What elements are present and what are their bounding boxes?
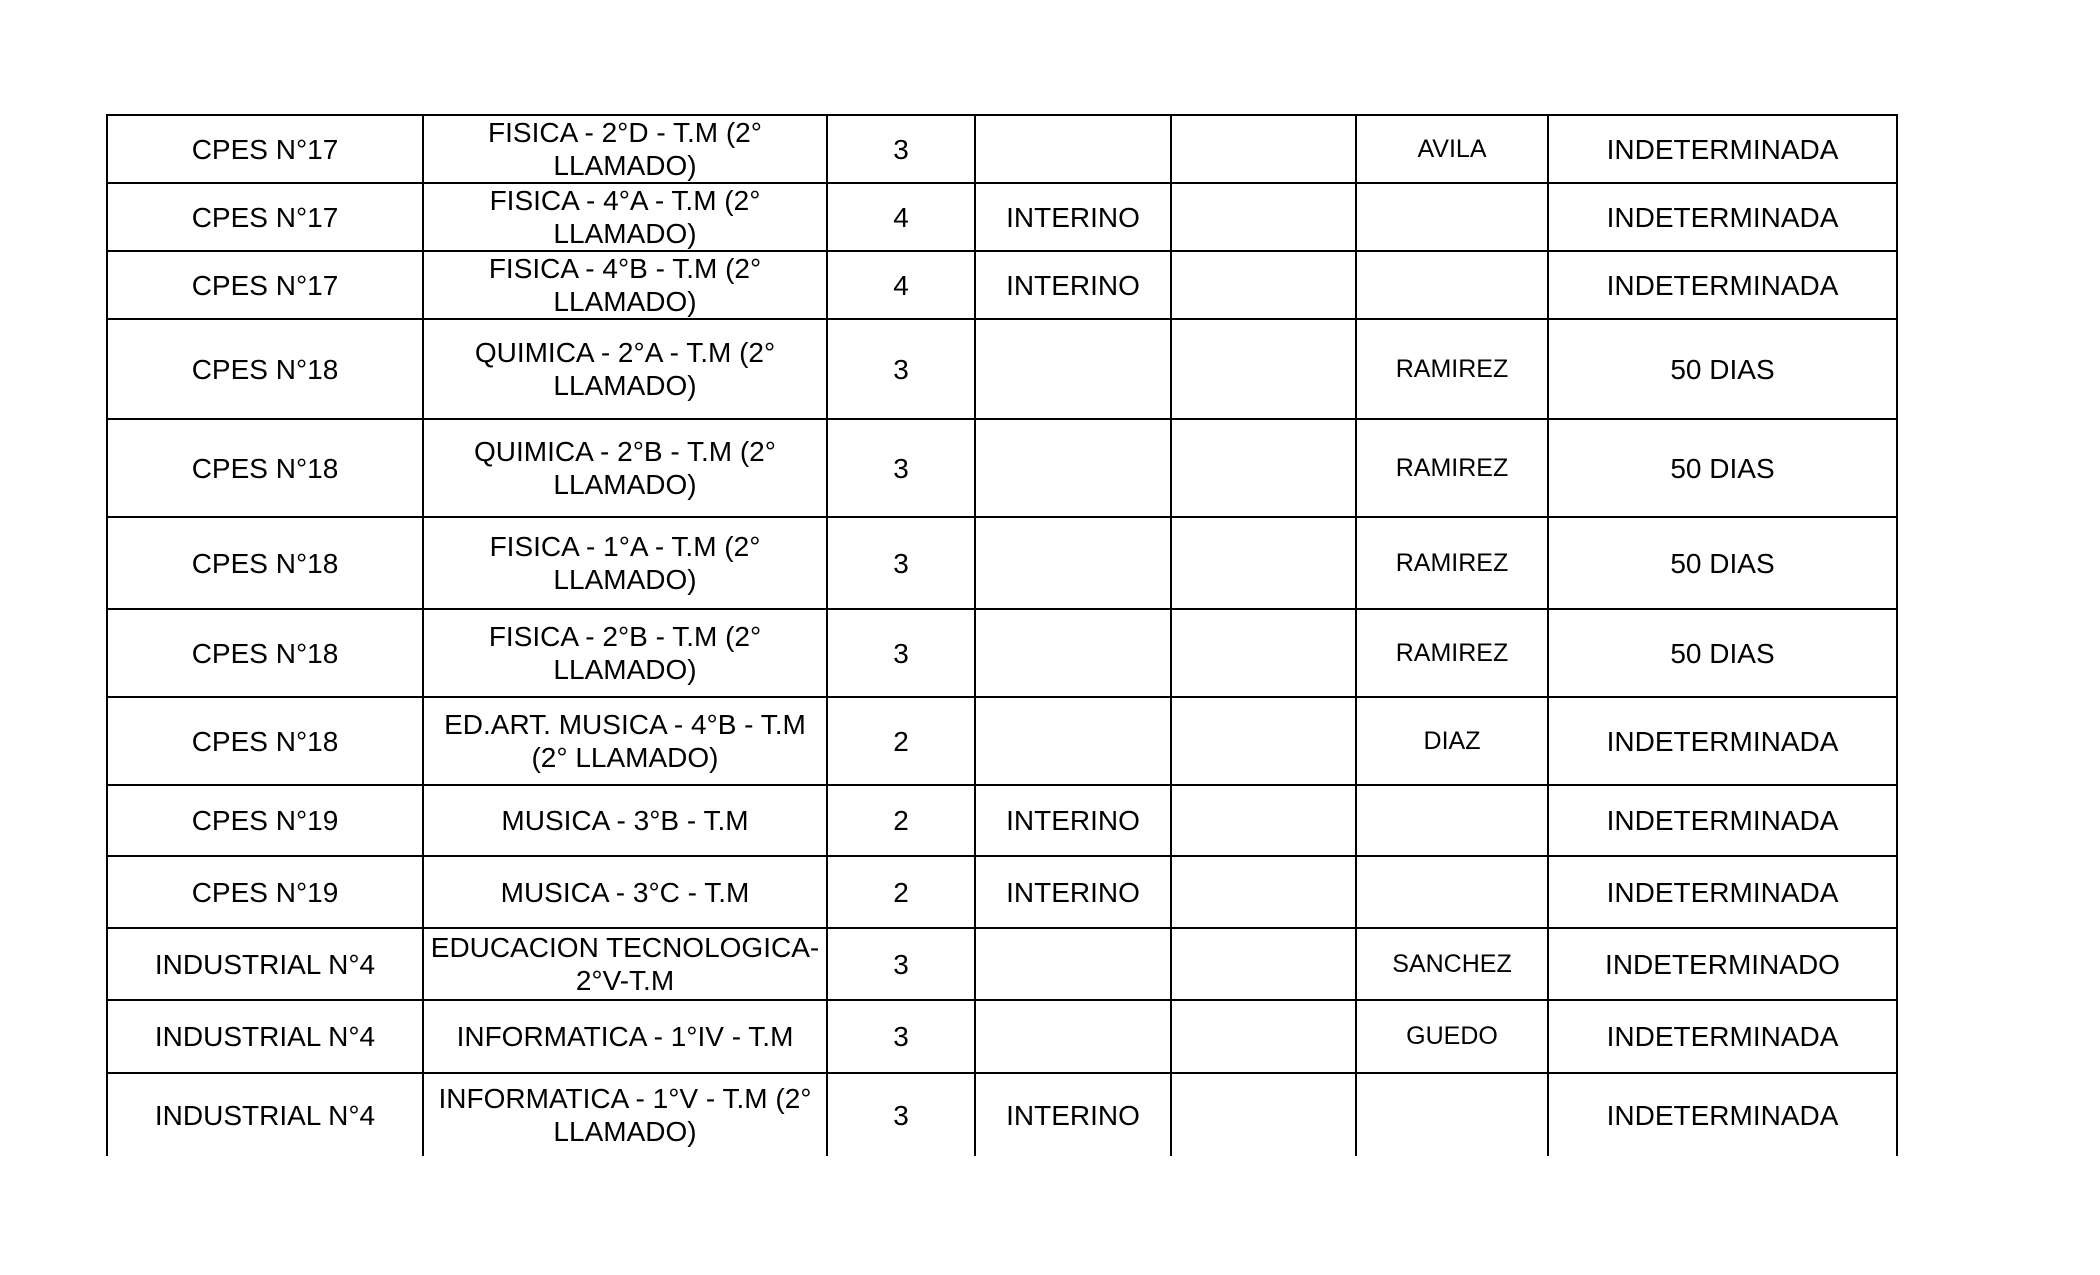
extra-cell — [1171, 609, 1356, 697]
table-row — [107, 1000, 1897, 1073]
status-cell — [975, 419, 1171, 517]
teacher-name-cell: RAMIREZ — [1356, 609, 1548, 697]
school-cell: CPES N°17 — [107, 115, 423, 183]
teacher-name-cell — [1356, 1073, 1548, 1156]
extra-cell — [1171, 856, 1356, 928]
subject-cell: FISICA - 4°B - T.M (2° LLAMADO) — [423, 251, 827, 319]
hours-cell: 3 — [827, 115, 975, 183]
teacher-name-cell: DIAZ — [1356, 697, 1548, 785]
hours-cell: 3 — [827, 517, 975, 609]
duration-cell: INDETERMINADA — [1548, 856, 1897, 928]
subject-cell: FISICA - 4°A - T.M (2° LLAMADO) — [423, 183, 827, 251]
school-cell: CPES N°18 — [107, 419, 423, 517]
table-row — [107, 856, 1897, 928]
status-cell — [975, 517, 1171, 609]
table-row — [107, 697, 1897, 785]
subject-cell: FISICA - 2°B - T.M (2° LLAMADO) — [423, 609, 827, 697]
status-cell — [975, 697, 1171, 785]
hours-cell: 3 — [827, 609, 975, 697]
teacher-name-cell — [1356, 251, 1548, 319]
hours-cell: 2 — [827, 856, 975, 928]
status-cell: INTERINO — [975, 785, 1171, 856]
status-cell — [975, 609, 1171, 697]
status-cell — [975, 319, 1171, 419]
duration-cell: 50 DIAS — [1548, 609, 1897, 697]
school-cell: INDUSTRIAL N°4 — [107, 1000, 423, 1073]
subject-cell: EDUCACION TECNOLOGICA- 2°V-T.M — [423, 928, 827, 1000]
school-cell: CPES N°18 — [107, 319, 423, 419]
table-row — [107, 183, 1897, 251]
subject-cell: INFORMATICA - 1°IV - T.M — [423, 1000, 827, 1073]
table-row — [107, 115, 1897, 183]
extra-cell — [1171, 1000, 1356, 1073]
duration-cell: INDETERMINADA — [1548, 1073, 1897, 1156]
school-cell: CPES N°19 — [107, 856, 423, 928]
table-row — [107, 785, 1897, 856]
status-cell — [975, 1000, 1171, 1073]
status-cell: INTERINO — [975, 251, 1171, 319]
table-row — [107, 609, 1897, 697]
teacher-name-cell: SANCHEZ — [1356, 928, 1548, 1000]
school-cell: CPES N°18 — [107, 697, 423, 785]
hours-cell: 3 — [827, 1000, 975, 1073]
school-cell: CPES N°19 — [107, 785, 423, 856]
table-row — [107, 928, 1897, 1000]
hours-cell: 2 — [827, 697, 975, 785]
subject-cell: QUIMICA - 2°B - T.M (2° LLAMADO) — [423, 419, 827, 517]
hours-cell: 4 — [827, 183, 975, 251]
duration-cell: INDETERMINADA — [1548, 785, 1897, 856]
subject-cell: ED.ART. MUSICA - 4°B - T.M (2° LLAMADO) — [423, 697, 827, 785]
subject-cell: QUIMICA - 2°A - T.M (2° LLAMADO) — [423, 319, 827, 419]
teacher-name-cell — [1356, 183, 1548, 251]
subject-cell: MUSICA - 3°B - T.M — [423, 785, 827, 856]
status-cell: INTERINO — [975, 183, 1171, 251]
subject-cell: INFORMATICA - 1°V - T.M (2° LLAMADO) — [423, 1073, 827, 1156]
duration-cell: INDETERMINADA — [1548, 697, 1897, 785]
teacher-name-cell: RAMIREZ — [1356, 319, 1548, 419]
extra-cell — [1171, 517, 1356, 609]
hours-cell: 3 — [827, 319, 975, 419]
school-cell: CPES N°18 — [107, 609, 423, 697]
extra-cell — [1171, 419, 1356, 517]
status-cell: INTERINO — [975, 856, 1171, 928]
teacher-name-cell — [1356, 856, 1548, 928]
table-row — [107, 419, 1897, 517]
extra-cell — [1171, 319, 1356, 419]
extra-cell — [1171, 115, 1356, 183]
school-cell: CPES N°17 — [107, 251, 423, 319]
hours-cell: 3 — [827, 419, 975, 517]
teacher-name-cell: AVILA — [1356, 115, 1548, 183]
table-row — [107, 1073, 1897, 1156]
subject-cell: MUSICA - 3°C - T.M — [423, 856, 827, 928]
duration-cell: INDETERMINADO — [1548, 928, 1897, 1000]
school-cell: INDUSTRIAL N°4 — [107, 928, 423, 1000]
status-cell: INTERINO — [975, 1073, 1171, 1156]
hours-cell: 3 — [827, 928, 975, 1000]
subject-cell: FISICA - 2°D - T.M (2° LLAMADO) — [423, 115, 827, 183]
teacher-name-cell: GUEDO — [1356, 1000, 1548, 1073]
duration-cell: 50 DIAS — [1548, 319, 1897, 419]
school-cell: CPES N°18 — [107, 517, 423, 609]
duration-cell: 50 DIAS — [1548, 517, 1897, 609]
teacher-name-cell — [1356, 785, 1548, 856]
extra-cell — [1171, 785, 1356, 856]
vacancies-table — [106, 114, 1898, 1156]
extra-cell — [1171, 251, 1356, 319]
table-row — [107, 251, 1897, 319]
duration-cell: 50 DIAS — [1548, 419, 1897, 517]
hours-cell: 4 — [827, 251, 975, 319]
teacher-name-cell: RAMIREZ — [1356, 419, 1548, 517]
table-row — [107, 319, 1897, 419]
extra-cell — [1171, 1073, 1356, 1156]
hours-cell: 2 — [827, 785, 975, 856]
subject-cell: FISICA - 1°A - T.M (2° LLAMADO) — [423, 517, 827, 609]
teacher-name-cell: RAMIREZ — [1356, 517, 1548, 609]
table-row — [107, 517, 1897, 609]
status-cell — [975, 115, 1171, 183]
extra-cell — [1171, 697, 1356, 785]
duration-cell: INDETERMINADA — [1548, 115, 1897, 183]
hours-cell: 3 — [827, 1073, 975, 1156]
duration-cell: INDETERMINADA — [1548, 251, 1897, 319]
school-cell: INDUSTRIAL N°4 — [107, 1073, 423, 1156]
status-cell — [975, 928, 1171, 1000]
extra-cell — [1171, 928, 1356, 1000]
duration-cell: INDETERMINADA — [1548, 183, 1897, 251]
duration-cell: INDETERMINADA — [1548, 1000, 1897, 1073]
school-cell: CPES N°17 — [107, 183, 423, 251]
extra-cell — [1171, 183, 1356, 251]
